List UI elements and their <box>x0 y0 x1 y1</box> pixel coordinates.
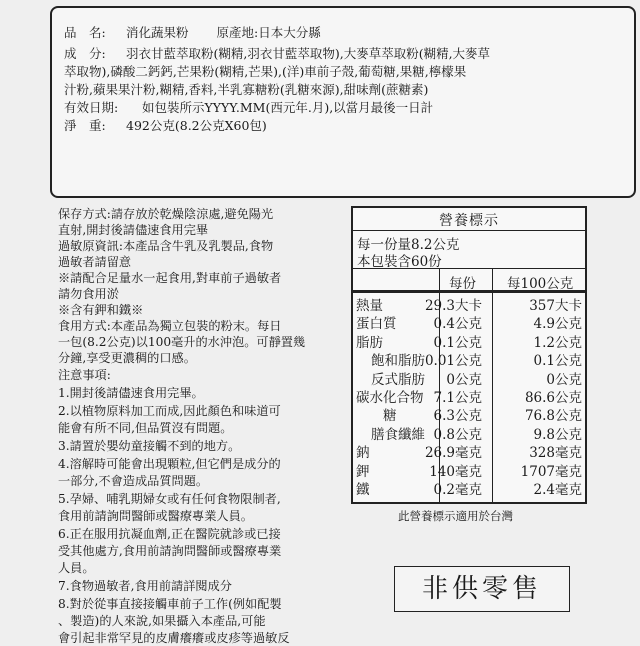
value-per-serving: 29.3大卡 <box>424 298 482 314</box>
left-text-line: 7.食物過敏者,食用前請詳閱成分 <box>58 579 232 593</box>
value-per-serving: 0.1公克 <box>433 334 482 351</box>
nutrient-name: 脂肪 <box>356 334 383 351</box>
left-text-line: 一部分,不會造成品質問題。 <box>58 474 209 488</box>
left-text-line: ※請配合足量水一起食用,對車前子過敏者 <box>58 271 282 285</box>
servings-per-package: 本包裝含60份 <box>357 254 442 270</box>
value-per-serving: 0.01公克 <box>424 353 482 370</box>
nutrition-row <box>353 478 585 496</box>
value-per-100g: 1707毫克 <box>520 463 582 480</box>
value-per-serving: 0公克 <box>446 371 482 388</box>
nutrition-title: 營養標示 <box>439 213 499 229</box>
origin-label: 原產地: <box>216 25 259 40</box>
product-name-label: 品 名: <box>64 25 106 40</box>
left-text-line: 4.溶解時可能會出現顆粒,但它們是成分的 <box>58 457 281 471</box>
nutrient-name: 反式脂肪 <box>371 371 425 388</box>
nutrition-footnote: 此營養標示適用於台灣 <box>398 509 513 523</box>
value-per-serving: 6.3公克 <box>433 408 482 425</box>
value-per-100g: 9.8公克 <box>533 426 582 443</box>
nutrient-name: 飽和脂肪 <box>371 353 425 370</box>
origin-value: 日本大分縣 <box>258 25 321 40</box>
value-per-100g: 86.6公克 <box>524 390 582 406</box>
expiry-label: 有效日期: <box>64 100 119 115</box>
nutrient-name: 鉀 <box>356 463 370 480</box>
expiry-value: 如包裝所示YYYY.MM(西元年.月),以當月最後一日計 <box>142 100 434 115</box>
value-per-100g: 0公克 <box>546 371 582 388</box>
nutrition-row <box>353 312 585 333</box>
ingredients-text-2: 萃取物),磷酸二鈣鈣,芒果粉(糊精,芒果),(洋)車前子殼,葡萄糖,果糖,檸檬果 <box>64 64 467 79</box>
serving-size: 每一份量8.2公克 <box>357 237 460 253</box>
nutrient-name: 蛋白質 <box>356 316 397 333</box>
value-per-100g: 357大卡 <box>529 298 582 314</box>
expiry-line <box>64 100 433 115</box>
nutrient-name: 熱量 <box>356 298 383 314</box>
ingredients-line <box>64 46 490 61</box>
value-per-serving: 7.1公克 <box>433 390 482 406</box>
value-per-serving: 0.4公克 <box>433 316 482 333</box>
ingredients-label: 成 分: <box>64 46 106 61</box>
nutrition-facts-table <box>351 206 587 504</box>
ingredients-text-3: 汁粉,蘋果果汁粉,糊精,香料,半乳寡糖粉(乳糖來源),甜味劑(蔗糖素) <box>64 82 429 97</box>
nutrient-name: 鈉 <box>356 445 370 462</box>
ingredients-text-1: 羽衣甘藍萃取粉(糊精,羽衣甘藍萃取物),大麥草萃取粉(糊精,大麥草 <box>126 46 491 61</box>
nutrient-name: 碳水化合物 <box>356 390 424 406</box>
left-text-line: 食用方式:本產品為獨立包裝的粉末。每日 <box>58 319 282 333</box>
left-text-line: 2.以植物原料加工而成,因此顏色和味道可 <box>58 404 281 418</box>
left-text-line: 受其他處方,食用前請詢問醫師或醫療專業 <box>58 544 282 558</box>
not-for-sale-label: 非供零售 <box>394 566 570 612</box>
value-per-serving: 26.9毫克 <box>424 445 482 462</box>
value-per-100g: 4.9公克 <box>533 316 582 333</box>
nutrition-row <box>353 441 585 462</box>
left-text-line: 請勿食用淤 <box>58 287 119 301</box>
nutrition-row <box>353 349 585 370</box>
nutrient-name: 鐵 <box>356 482 370 498</box>
product-name-line <box>64 25 321 40</box>
left-text-line: 1.開封後請儘速食用完畢。 <box>58 386 204 400</box>
left-text-line: 會引起非常罕見的皮膚癢癢或皮疹等過敏反 <box>58 631 290 645</box>
left-text-line: 8.對於從事直接接觸車前子工作(例如配製 <box>58 597 282 611</box>
divider <box>353 230 585 231</box>
value-per-100g: 1.2公克 <box>533 334 582 351</box>
nutrition-row <box>353 331 585 349</box>
left-text-line: 5.孕婦、哺乳期婦女或有任何食物限制者, <box>58 492 281 506</box>
nutrition-row <box>353 404 585 425</box>
nutrition-row <box>353 386 585 404</box>
left-text-line: 過敏原資訊:本產品含牛乳及乳製品,食物 <box>58 239 274 253</box>
weight-label: 淨 重: <box>64 118 106 133</box>
value-per-100g: 76.8公克 <box>524 408 582 425</box>
left-text-line: 食用前請詢問醫師或醫療專業人員。 <box>58 509 253 523</box>
value-per-serving: 0.8公克 <box>433 426 482 443</box>
left-text-line: ※含有鉀和鐵※ <box>58 303 144 317</box>
left-text-line: 直射,開封後請儘速食用完畢 <box>58 223 209 237</box>
left-text-line: 人員。 <box>58 561 95 575</box>
nutrition-row <box>353 294 585 312</box>
value-per-100g: 328毫克 <box>529 445 582 462</box>
nutrition-row <box>353 423 585 441</box>
divider-thick <box>353 290 585 293</box>
nutrition-row <box>353 368 585 386</box>
divider <box>353 268 585 269</box>
left-text-line: 注意事項: <box>58 368 111 382</box>
left-text-line: 6.正在服用抗凝血劑,正在醫院就診或已接 <box>58 527 281 541</box>
left-text-line: 分鐘,享受更濃稠的口感。 <box>58 351 196 365</box>
product-name: 消化蔬果粉 <box>126 25 189 40</box>
nutrient-name: 糖 <box>383 408 397 425</box>
value-per-serving: 0.2毫克 <box>433 482 482 498</box>
weight-line <box>64 118 267 133</box>
left-text-line: 一包(8.2公克)以100毫升的水沖泡。可靜置幾 <box>58 335 306 349</box>
nutrition-row <box>353 460 585 478</box>
value-per-100g: 2.4毫克 <box>533 482 582 498</box>
weight-value: 492公克(8.2公克X60包) <box>126 118 267 133</box>
left-text-line: 能會有所不同,但品質沒有問題。 <box>58 421 233 435</box>
column-header-per-serving: 每份 <box>449 276 476 292</box>
left-text-line: 3.請置於嬰幼童接觸不到的地方。 <box>58 439 241 453</box>
product-info-box <box>50 6 636 198</box>
left-text-line: 、製造)的人來說,如果攝入本產品,可能 <box>58 614 266 628</box>
value-per-serving: 140毫克 <box>429 463 482 480</box>
value-per-100g: 0.1公克 <box>533 353 582 370</box>
left-text-line: 保存方式:請存放於乾燥陰涼處,避免陽光 <box>58 207 274 221</box>
left-text-line: 過敏者請留意 <box>58 255 132 269</box>
column-header-per-100g: 每100公克 <box>507 276 574 292</box>
nutrient-name: 膳食纖維 <box>371 426 425 443</box>
